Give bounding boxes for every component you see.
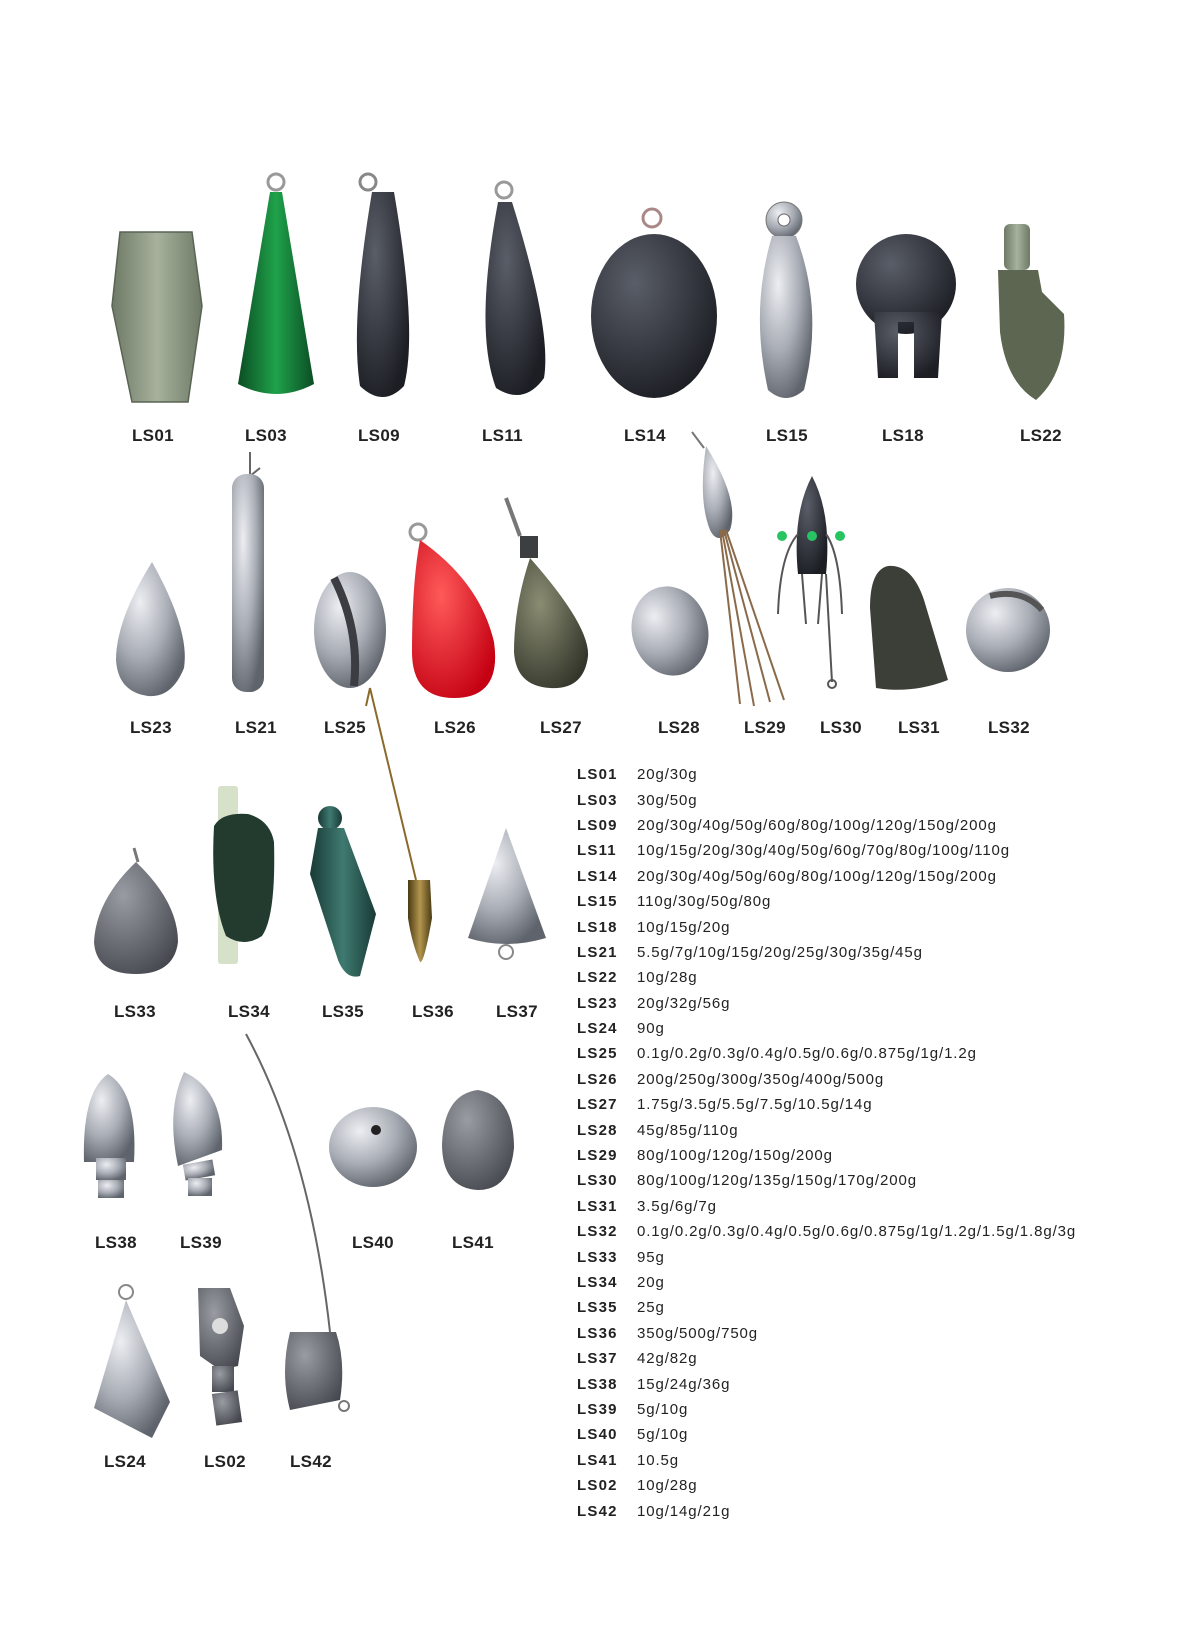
product-LS01 (108, 226, 204, 406)
product-LS18 (854, 232, 958, 380)
spec-row (577, 1448, 1076, 1473)
product-LS41 (440, 1088, 516, 1192)
spec-row (577, 762, 1076, 787)
olive-sinker-icon (440, 1088, 516, 1192)
product-LS30 (772, 474, 852, 690)
spec-code: LS14 (577, 867, 618, 885)
spec-weights: 80g/100g/120g/150g/200g (637, 1147, 833, 1165)
spec-row (577, 1371, 1076, 1396)
spec-code: LS27 (577, 1096, 618, 1114)
disc-sinker-icon (590, 206, 720, 406)
product-label-LS03: LS03 (245, 426, 287, 445)
spec-code: LS26 (577, 1070, 618, 1088)
spec-code: LS33 (577, 1248, 618, 1266)
spec-weights: 15g/24g/36g (637, 1375, 731, 1393)
product-LS38 (80, 1072, 140, 1200)
product-label-LS33: LS33 (114, 1002, 156, 1021)
spec-row (577, 965, 1076, 990)
spec-row (577, 1168, 1076, 1193)
spec-weights: 5g/10g (637, 1426, 689, 1444)
product-label-LS22: LS22 (1020, 426, 1062, 445)
product-label-LS25: LS25 (324, 718, 366, 737)
spec-weights: 20g/30g (637, 766, 698, 784)
spec-weights: 1.75g/3.5g/5.5g/7.5g/10.5g/14g (637, 1096, 873, 1114)
spec-weights: 90g (637, 1020, 665, 1038)
product-label-LS24: LS24 (104, 1452, 146, 1471)
spec-code: LS22 (577, 969, 618, 987)
spec-weights: 3.5g/6g/7g (637, 1197, 717, 1215)
spec-code: LS29 (577, 1147, 618, 1165)
spec-code: LS09 (577, 816, 618, 834)
spec-row (577, 838, 1076, 863)
product-label-LS37: LS37 (496, 1002, 538, 1021)
spec-weights: 0.1g/0.2g/0.3g/0.4g/0.5g/0.6g/0.875g/1g/1.2g (637, 1045, 977, 1063)
product-label-LS15: LS15 (766, 426, 808, 445)
product-LS23 (112, 560, 192, 698)
spec-code: LS40 (577, 1426, 618, 1444)
product-label-LS23: LS23 (130, 718, 172, 737)
split-disc-sinker-icon (854, 232, 958, 380)
wire-boom-sinker-icon (364, 684, 454, 964)
spec-code: LS15 (577, 893, 618, 911)
product-label-LS26: LS26 (434, 718, 476, 737)
spec-weights: 42g/82g (637, 1350, 698, 1368)
spec-row (577, 1194, 1076, 1219)
spec-row (577, 1016, 1076, 1041)
product-label-LS01: LS01 (132, 426, 174, 445)
spec-row (577, 1346, 1076, 1371)
spec-code: LS36 (577, 1324, 618, 1342)
spec-code: LS03 (577, 791, 618, 809)
spec-row (577, 1244, 1076, 1269)
spec-row (577, 787, 1076, 812)
product-label-LS11: LS11 (482, 426, 523, 445)
egg-sinker-icon (112, 560, 192, 698)
hexagon-sinker-icon (108, 226, 204, 406)
spec-row (577, 1041, 1076, 1066)
spec-code: LS30 (577, 1172, 618, 1190)
spec-weights: 20g/30g/40g/50g/60g/80g/100g/120g/150g/200g (637, 867, 997, 885)
spec-row (577, 1397, 1076, 1422)
tube-sinker-icon (996, 222, 1068, 404)
spec-code: LS24 (577, 1020, 618, 1038)
product-LS25 (310, 568, 390, 692)
product-LS11 (474, 180, 554, 402)
product-label-LS29: LS29 (744, 718, 786, 737)
spec-row (577, 940, 1076, 965)
product-label-LS09: LS09 (358, 426, 400, 445)
spec-code: LS11 (577, 842, 617, 860)
spec-row (577, 813, 1076, 838)
product-LS22 (996, 222, 1068, 404)
spec-weights: 110g/30g/50g/80g (637, 893, 772, 911)
flat-sinker-icon (752, 200, 822, 406)
product-label-LS40: LS40 (352, 1233, 394, 1252)
spec-table (577, 762, 1076, 1524)
spec-code: LS35 (577, 1299, 618, 1317)
cone-sinker-icon (466, 826, 548, 964)
product-label-LS42: LS42 (290, 1452, 332, 1471)
spec-row (577, 1067, 1076, 1092)
spec-code: LS32 (577, 1223, 618, 1241)
red-teardrop-sinker-icon (410, 522, 500, 700)
square-wire-sinker-icon (240, 1032, 360, 1428)
stick-sinker-icon (224, 450, 274, 694)
inline-tube-sinker-icon (204, 786, 284, 966)
spec-code: LS42 (577, 1502, 618, 1520)
spec-weights: 10g/28g (637, 1477, 698, 1495)
spec-code: LS37 (577, 1350, 618, 1368)
green-glitter-sinker-icon (236, 172, 316, 404)
spec-weights: 10.5g (637, 1451, 680, 1469)
product-label-LS30: LS30 (820, 718, 862, 737)
spec-weights: 350g/500g/750g (637, 1324, 759, 1342)
spec-weights: 200g/250g/300g/350g/400g/500g (637, 1070, 885, 1088)
product-LS27 (500, 496, 592, 690)
spec-row (577, 1143, 1076, 1168)
bullet-stem-sinker-icon (80, 1072, 140, 1200)
spec-row (577, 864, 1076, 889)
product-label-LS18: LS18 (882, 426, 924, 445)
product-label-LS34: LS34 (228, 1002, 270, 1021)
spec-code: LS31 (577, 1197, 618, 1215)
product-LS42 (240, 1032, 360, 1428)
spec-row (577, 1295, 1076, 1320)
spec-code: LS28 (577, 1121, 618, 1139)
spec-row (577, 1321, 1076, 1346)
product-LS33 (92, 846, 182, 976)
product-label-LS41: LS41 (452, 1233, 494, 1252)
pyramid-sinker-icon (92, 1282, 172, 1442)
spec-weights: 10g/28g (637, 969, 698, 987)
spec-row (577, 1092, 1076, 1117)
spec-code: LS34 (577, 1274, 618, 1291)
product-label-LS38: LS38 (95, 1233, 137, 1252)
product-LS39 (164, 1070, 228, 1200)
product-label-LS32: LS32 (988, 718, 1030, 737)
spec-weights: 80g/100g/120g/135g/150g/170g/200g (637, 1172, 917, 1190)
spec-weights: 95g (637, 1248, 665, 1266)
product-LS34 (204, 786, 284, 966)
product-LS15 (752, 200, 822, 406)
product-label-LS35: LS35 (322, 1002, 364, 1021)
spec-weights: 5g/10g (637, 1400, 689, 1418)
spec-row (577, 1473, 1076, 1498)
spec-row (577, 1270, 1076, 1295)
product-LS14 (590, 206, 720, 406)
spec-row (577, 991, 1076, 1016)
swivel-pear-sinker-icon (500, 496, 592, 690)
bell-sinker-icon (92, 846, 182, 976)
product-label-LS02: LS02 (204, 1452, 246, 1471)
product-label-LS36: LS36 (412, 1002, 454, 1021)
product-label-LS21: LS21 (235, 718, 277, 737)
spec-row (577, 1219, 1076, 1244)
spec-code: LS25 (577, 1045, 618, 1063)
spec-weights: 20g/32g/56g (637, 994, 731, 1012)
spec-row (577, 889, 1076, 914)
spec-code: LS39 (577, 1400, 618, 1418)
spec-row (577, 1498, 1076, 1523)
spec-code: LS01 (577, 766, 618, 784)
product-LS03 (236, 172, 316, 404)
spec-weights: 25g (637, 1299, 665, 1317)
product-LS32 (962, 584, 1054, 672)
product-LS37 (466, 826, 548, 964)
product-LS09 (348, 172, 418, 404)
spec-weights: 5.5g/7g/10g/15g/20g/25g/30g/35g/45g (637, 943, 923, 961)
spec-row (577, 1117, 1076, 1142)
spec-weights: 10g/15g/20g/30g/40g/50g/60g/70g/80g/100g/110g (637, 842, 1011, 860)
product-label-LS14: LS14 (624, 426, 666, 445)
spec-code: LS02 (577, 1477, 618, 1495)
spec-weights: 45g/85g/110g (637, 1121, 739, 1139)
spec-code: LS21 (577, 943, 618, 961)
round-split-sinker-icon (962, 584, 1054, 672)
spec-weights: 20g (637, 1274, 665, 1291)
spec-code: LS18 (577, 918, 618, 936)
bank-sinker-icon (474, 180, 554, 402)
spec-code: LS41 (577, 1451, 618, 1469)
black-teardrop-sinker-icon (348, 172, 418, 404)
product-LS24 (92, 1282, 172, 1442)
product-LS26 (410, 522, 500, 700)
spec-weights: 0.1g/0.2g/0.3g/0.4g/0.5g/0.6g/0.875g/1g/1.2g/1.5g/1.8g/3g (637, 1223, 1077, 1241)
spec-weights: 30g/50g (637, 791, 698, 809)
product-LS31 (868, 564, 952, 694)
product-label-LS31: LS31 (898, 718, 940, 737)
split-shot-sinker-icon (310, 568, 390, 692)
product-label-LS28: LS28 (658, 718, 700, 737)
spec-row (577, 1422, 1076, 1447)
product-label-LS39: LS39 (180, 1233, 222, 1252)
bead-wire-sinker-icon (772, 474, 852, 690)
spec-weights: 10g/15g/20g (637, 918, 731, 936)
product-label-LS27: LS27 (540, 718, 582, 737)
spec-code: LS38 (577, 1375, 618, 1393)
spec-row (577, 914, 1076, 939)
spec-weights: 20g/30g/40g/50g/60g/80g/100g/120g/150g/200g (637, 816, 997, 834)
bullet-sinker-icon (868, 564, 952, 694)
spec-code: LS23 (577, 994, 618, 1012)
small-bullet-stem-sinker-icon (164, 1070, 228, 1200)
product-LS21 (224, 450, 274, 694)
spec-weights: 10g/14g/21g (637, 1502, 731, 1520)
product-LS36 (364, 684, 454, 964)
